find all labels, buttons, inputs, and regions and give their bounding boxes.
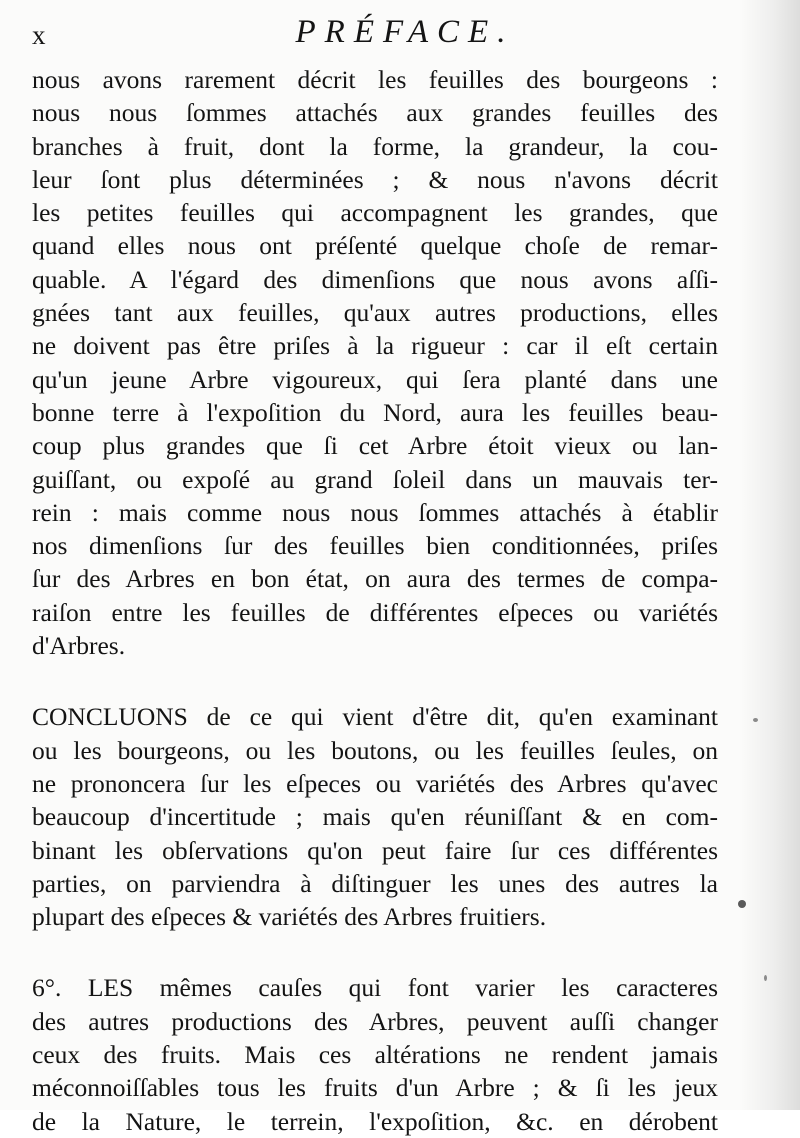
- text-line: des autres productions des Arbres, peuvent auſſi changer: [32, 1006, 718, 1036]
- text-line: CONCLUONS de ce qui vient d'être dit, qu'en examinant: [32, 702, 718, 732]
- page-number: x: [32, 20, 46, 50]
- text-line: beaucoup d'incertitude ; mais qu'en réuniſſant & en com-: [32, 802, 718, 832]
- text-line: ou les bourgeons, ou les boutons, ou les feuilles ſeules, on: [32, 735, 718, 765]
- text-line: gnées tant aux feuilles, qu'aux autres productions, elles: [32, 298, 718, 328]
- text-line: coup plus grandes que ſi cet Arbre étoit vieux ou lan-: [32, 431, 718, 461]
- text-line: plupart des eſpeces & variétés des Arbres fruitiers.: [32, 902, 547, 932]
- ink-speck: [753, 718, 758, 722]
- text-line: 6°. LES mêmes cauſes qui font varier les caracteres: [32, 973, 718, 1003]
- text-line: d'Arbres.: [32, 631, 126, 661]
- text-line: quable. A l'égard des dimenſions que nous avons aſſi-: [32, 264, 718, 294]
- paragraph-spacer: [32, 662, 718, 700]
- ink-speck: [738, 900, 746, 908]
- text-line: nos dimenſions ſur des feuilles bien conditionnées, priſes: [32, 531, 718, 561]
- text-line: ceux des fruits. Mais ces altérations ne rendent jamais: [32, 1040, 718, 1070]
- text-line: nous nous ſommes attachés aux grandes feuilles des: [32, 98, 718, 128]
- paragraph-spacer: [32, 933, 718, 971]
- text-line: qu'un jeune Arbre vigoureux, qui ſera planté dans une: [32, 364, 718, 394]
- text-line: guiſſant, ou expoſé au grand ſoleil dans un mauvais ter-: [32, 464, 718, 494]
- text-line: binant les obſervations qu'on peut faire ſur ces différentes: [32, 835, 718, 865]
- text-line: rein : mais comme nous nous ſommes attachés à établir: [32, 497, 718, 527]
- page-header: [30, 10, 720, 60]
- text-line: nous avons rarement décrit les feuilles des bourgeons :: [32, 65, 718, 94]
- text-line: parties, on parviendra à diſtinguer les unes des autres la: [32, 868, 718, 898]
- paragraph-leaves: [32, 63, 718, 662]
- running-title: PRÉFACE.: [295, 14, 515, 50]
- text-line: quand elles nous ont préſenté quelque choſe de remar-: [32, 231, 718, 261]
- page-gutter-shadow: [740, 0, 800, 1110]
- text-line: ne prononcera ſur les eſpeces ou variétés des Arbres qu'avec: [32, 768, 718, 798]
- paragraph-fruits: [32, 971, 718, 1137]
- text-line: branches à fruit, dont la forme, la grandeur, la cou-: [32, 131, 718, 161]
- paragraph-conclusion: [32, 700, 718, 933]
- text-line: ne doivent pas être priſes à la rigueur : car il eſt certain: [32, 331, 718, 361]
- text-line: raiſon entre les feuilles de différentes eſpeces ou variétés: [32, 597, 718, 627]
- ink-speck: [764, 975, 767, 981]
- text-line: leur ſont plus déterminées ; & nous n'avons décrit: [32, 164, 718, 194]
- body-text: [32, 63, 718, 1138]
- text-line: les petites feuilles qui accompagnent les grandes, que: [32, 198, 718, 228]
- text-line: méconnoiſſables tous les fruits d'un Arbre ; & ſi les jeux: [32, 1073, 718, 1103]
- text-line: de la Nature, le terrein, l'expoſition, &c. en dérobent: [32, 1106, 718, 1136]
- text-line: ſur des Arbres en bon état, on aura des termes de compa-: [32, 564, 718, 594]
- text-line: bonne terre à l'expoſition du Nord, aura les feuilles beau-: [32, 397, 718, 427]
